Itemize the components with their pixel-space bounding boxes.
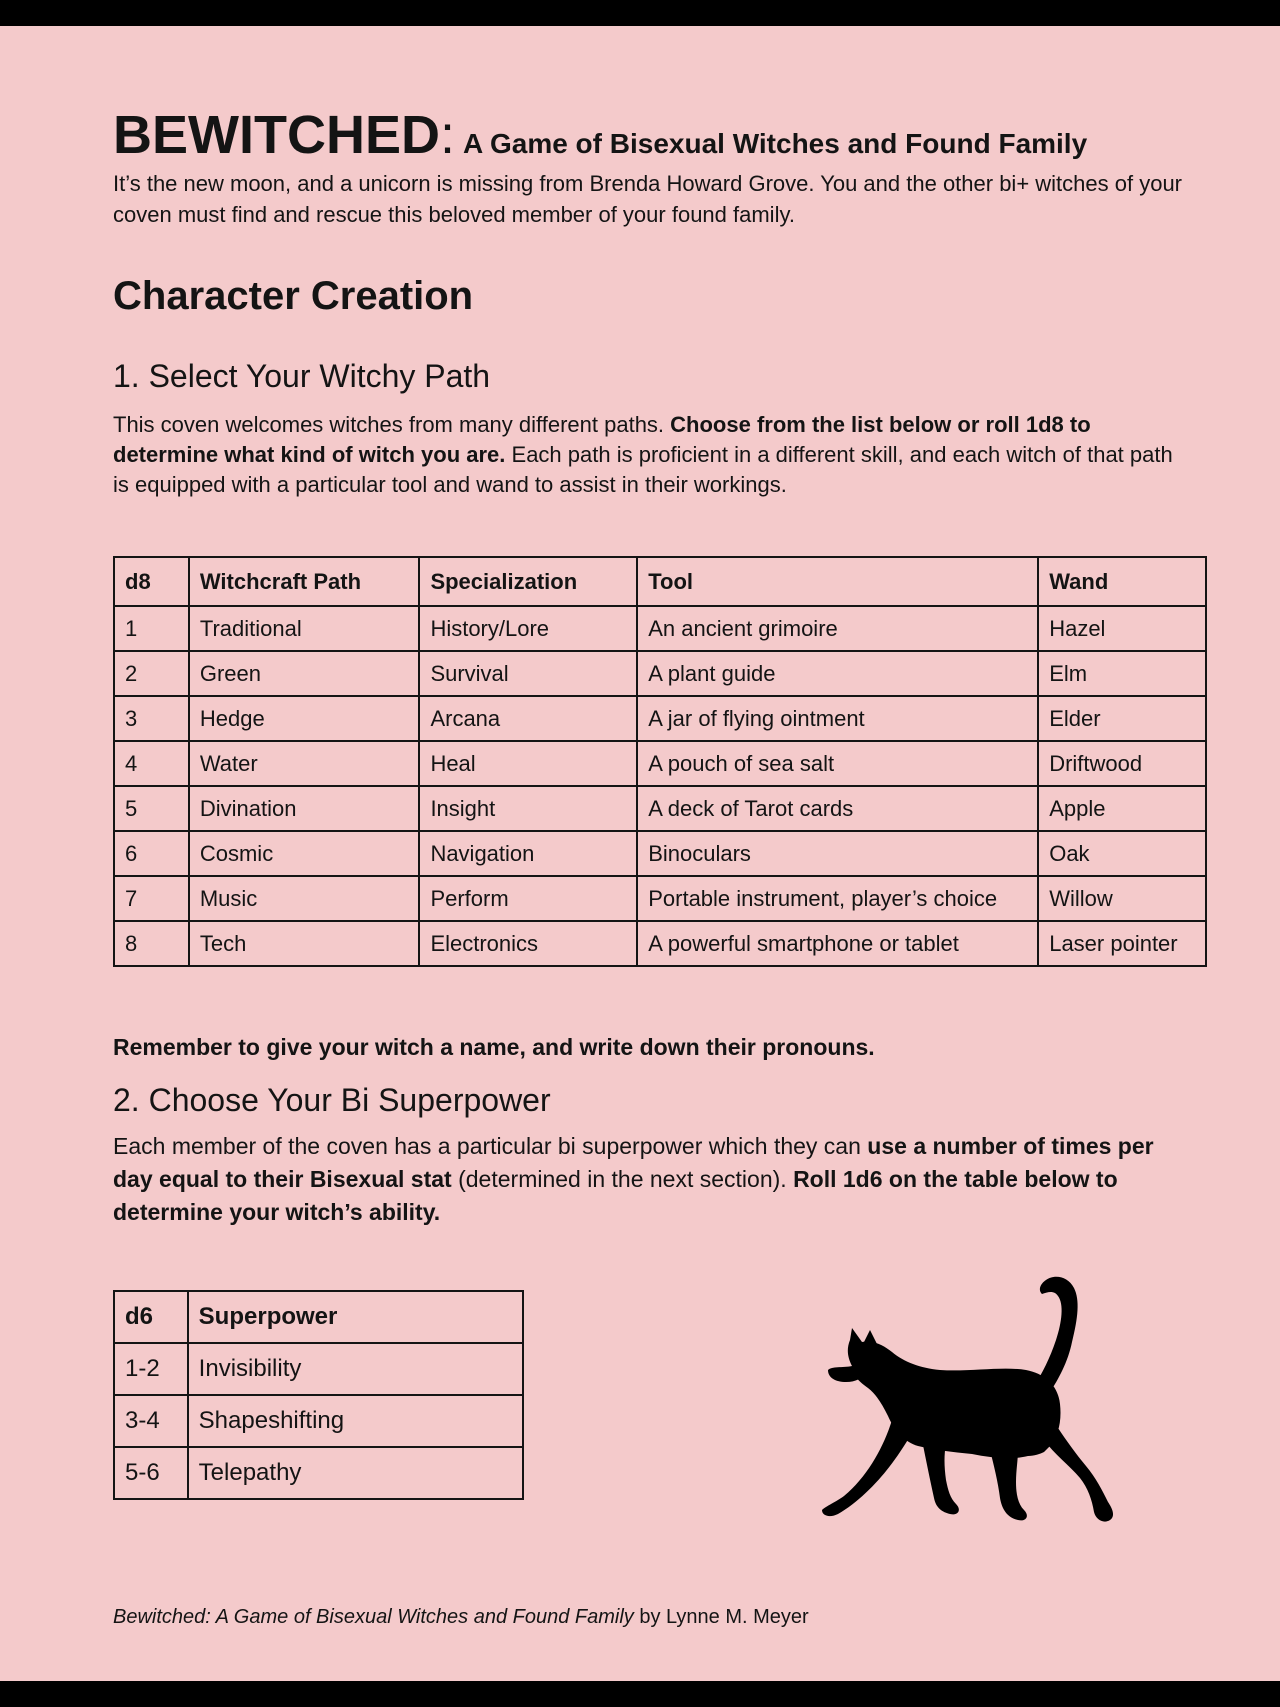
cell-specialization: Electronics: [419, 921, 637, 966]
table-row: [114, 876, 1206, 921]
cell-wand: Driftwood: [1038, 741, 1206, 786]
cell-tool: A plant guide: [637, 651, 1038, 696]
table-row: [114, 1395, 523, 1447]
cell-d6: 1-2: [114, 1343, 188, 1395]
step2-text-b: (determined in the next section).: [451, 1166, 794, 1192]
cell-path: Cosmic: [189, 831, 420, 876]
cell-path: Divination: [189, 786, 420, 831]
title-colon: :: [439, 105, 455, 165]
cell-path: Green: [189, 651, 420, 696]
cell-d8: 1: [114, 606, 189, 651]
title-main: BEWITCHED: [113, 105, 440, 165]
step2-text-bold2: Roll 1d6 on the table below to determine your witch’s ability.: [113, 1166, 1118, 1225]
cell-specialization: Perform: [419, 876, 637, 921]
cell-specialization: Heal: [419, 741, 637, 786]
cell-d8: 4: [114, 741, 189, 786]
section-heading: Character Creation: [113, 274, 474, 318]
step1-paragraph: [113, 410, 1193, 500]
step2-heading: 2. Choose Your Bi Superpower: [113, 1082, 551, 1118]
title-subtitle: A Game of Bisexual Witches and Found Family: [463, 128, 1088, 159]
cell-d8: 8: [114, 921, 189, 966]
intro-paragraph: It’s the new moon, and a unicorn is missing from Brenda Howard Grove. You and the other bi+ witches of your coven must find and rescue this beloved member of your found family.: [113, 171, 1183, 227]
cell-tool: A deck of Tarot cards: [637, 786, 1038, 831]
black-cat-icon: [822, 1270, 1134, 1528]
document-title: [113, 104, 1087, 166]
cell-d6: 3-4: [114, 1395, 188, 1447]
document-page: [0, 26, 1280, 1681]
table-row: [114, 606, 1206, 651]
cell-d8: 7: [114, 876, 189, 921]
cell-specialization: History/Lore: [419, 606, 637, 651]
header-superpower: Superpower: [188, 1291, 523, 1343]
table-row: [114, 921, 1206, 966]
cell-tool: A pouch of sea salt: [637, 741, 1038, 786]
header-d6: d6: [114, 1291, 188, 1343]
footer-credit: [113, 1606, 809, 1629]
cell-specialization: Insight: [419, 786, 637, 831]
header-witchcraft-path: Witchcraft Path: [189, 557, 420, 606]
cell-path: Tech: [189, 921, 420, 966]
header-d8: d8: [114, 557, 189, 606]
cell-superpower: Telepathy: [188, 1447, 523, 1499]
cell-tool: A jar of flying ointment: [637, 696, 1038, 741]
table-row: [114, 1343, 523, 1395]
step1-text-b: Each path is proficient in a different skill, and each witch of that path is equipped with a particular tool and wand to assist in their workings.: [113, 442, 1173, 497]
table-header-row: [114, 557, 1206, 606]
table-row: [114, 651, 1206, 696]
table-header-row: [114, 1291, 523, 1343]
cell-d8: 3: [114, 696, 189, 741]
cell-path: Water: [189, 741, 420, 786]
cell-wand: Laser pointer: [1038, 921, 1206, 966]
cell-specialization: Navigation: [419, 831, 637, 876]
table-row: [114, 741, 1206, 786]
cell-d8: 5: [114, 786, 189, 831]
witchcraft-paths-table: [113, 556, 1207, 967]
footer-title: Bewitched: A Game of Bisexual Witches and Found Family: [113, 1606, 634, 1628]
cell-d8: 6: [114, 831, 189, 876]
cell-d6: 5-6: [114, 1447, 188, 1499]
cell-wand: Apple: [1038, 786, 1206, 831]
cell-tool: Binoculars: [637, 831, 1038, 876]
header-wand: Wand: [1038, 557, 1206, 606]
cell-wand: Elder: [1038, 696, 1206, 741]
step2-paragraph: [113, 1130, 1193, 1229]
cell-d8: 2: [114, 651, 189, 696]
cell-wand: Elm: [1038, 651, 1206, 696]
cell-superpower: Shapeshifting: [188, 1395, 523, 1447]
step2-text-bold1: use a number of times per day equal to their Bisexual stat: [113, 1133, 1154, 1192]
header-specialization: Specialization: [419, 557, 637, 606]
step2-text-a: Each member of the coven has a particular bi superpower which they can: [113, 1133, 868, 1159]
header-tool: Tool: [637, 557, 1038, 606]
cell-path: Traditional: [189, 606, 420, 651]
cell-superpower: Invisibility: [188, 1343, 523, 1395]
cell-wand: Oak: [1038, 831, 1206, 876]
table-row: [114, 696, 1206, 741]
table-row: [114, 831, 1206, 876]
cell-specialization: Survival: [419, 651, 637, 696]
cell-tool: Portable instrument, player’s choice: [637, 876, 1038, 921]
cell-wand: Willow: [1038, 876, 1206, 921]
cell-path: Music: [189, 876, 420, 921]
step1-text-bold: Choose from the list below or roll 1d8 to determine what kind of witch you are.: [113, 412, 1091, 467]
superpower-table: [113, 1290, 524, 1500]
table-row: [114, 1447, 523, 1499]
table-row: [114, 786, 1206, 831]
step1-text-a: This coven welcomes witches from many different paths.: [113, 412, 671, 437]
step1-heading: 1. Select Your Witchy Path: [113, 358, 491, 394]
reminder-text: Remember to give your witch a name, and write down their pronouns.: [113, 1034, 875, 1060]
footer-author: by Lynne M. Meyer: [633, 1606, 809, 1628]
cell-path: Hedge: [189, 696, 420, 741]
cell-wand: Hazel: [1038, 606, 1206, 651]
cell-specialization: Arcana: [419, 696, 637, 741]
cell-tool: A powerful smartphone or tablet: [637, 921, 1038, 966]
cell-tool: An ancient grimoire: [637, 606, 1038, 651]
